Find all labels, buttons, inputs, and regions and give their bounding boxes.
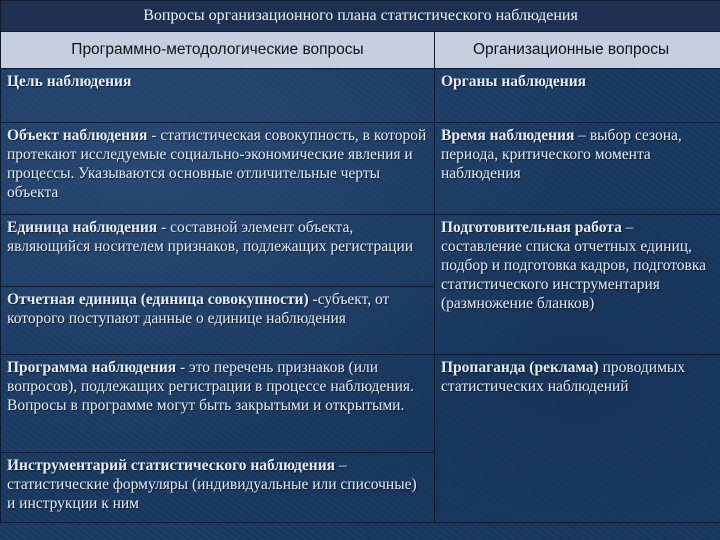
instruments-text: – статистические формуляры (индивидуальные или списочные) и инструкции к ним <box>7 457 417 512</box>
instruments-term: Инструментарий статистического наблюдения <box>7 457 336 474</box>
cell-goal <box>1 69 435 123</box>
cell-time <box>435 123 720 215</box>
table-row <box>1 215 720 287</box>
program-text: - это перечень признаков (или вопросов), подлежащих регистрации в процессе наблюдения. Вопросы в программе могут быть закрытыми и открытыми. <box>7 359 414 414</box>
title-row <box>1 1 720 32</box>
header-methodological: Программно-методологические вопросы <box>1 32 435 69</box>
cell-propaganda <box>435 355 720 523</box>
table-row <box>1 123 720 215</box>
reporting-unit-term: Отчетная единица (единица совокупности) <box>7 291 309 308</box>
cell-program <box>1 355 435 453</box>
unit-text: - составной элемент объекта, являющийся носителем признаков, подлежащих регистрации <box>7 219 414 255</box>
cell-object <box>1 123 435 215</box>
organs-term: Органы наблюдения <box>441 73 587 90</box>
cell-unit <box>1 215 435 287</box>
object-term: Объект наблюдения <box>7 127 148 144</box>
cell-reporting-unit <box>1 287 435 355</box>
cell-preparation <box>435 215 720 355</box>
header-row <box>1 32 720 69</box>
cell-organs <box>435 69 720 123</box>
propaganda-text: проводимых статистических наблюдений <box>441 359 686 395</box>
reporting-unit-text: -субъект, от которого поступают данные о единице наблюдения <box>7 291 390 327</box>
object-text: - статистическая совокупность, в которой протекают исследуемые социально-экономические явления и процессы. Указываются основные отличительные черты объекта <box>7 127 427 201</box>
table-title: Вопросы организационного плана статистического наблюдения <box>1 1 720 32</box>
unit-term: Единица наблюдения <box>7 219 158 236</box>
table-row <box>1 69 720 123</box>
table-row <box>1 355 720 453</box>
time-text: – выбор сезона, периода, критического момента наблюдения <box>441 127 682 182</box>
preparation-text: – составление списка отчетных единиц, подбор и подготовка кадров, подготовка статистического инструментария (размножение бланков) <box>441 219 707 312</box>
program-term: Программа наблюдения <box>7 359 177 376</box>
time-term: Время наблюдения <box>441 127 575 144</box>
propaganda-term: Пропаганда (реклама) <box>441 359 599 376</box>
cell-instruments <box>1 453 435 523</box>
preparation-term: Подготовительная работа <box>441 219 622 236</box>
header-organizational: Организационные вопросы <box>435 32 720 69</box>
goal-term: Цель наблюдения <box>7 73 132 90</box>
